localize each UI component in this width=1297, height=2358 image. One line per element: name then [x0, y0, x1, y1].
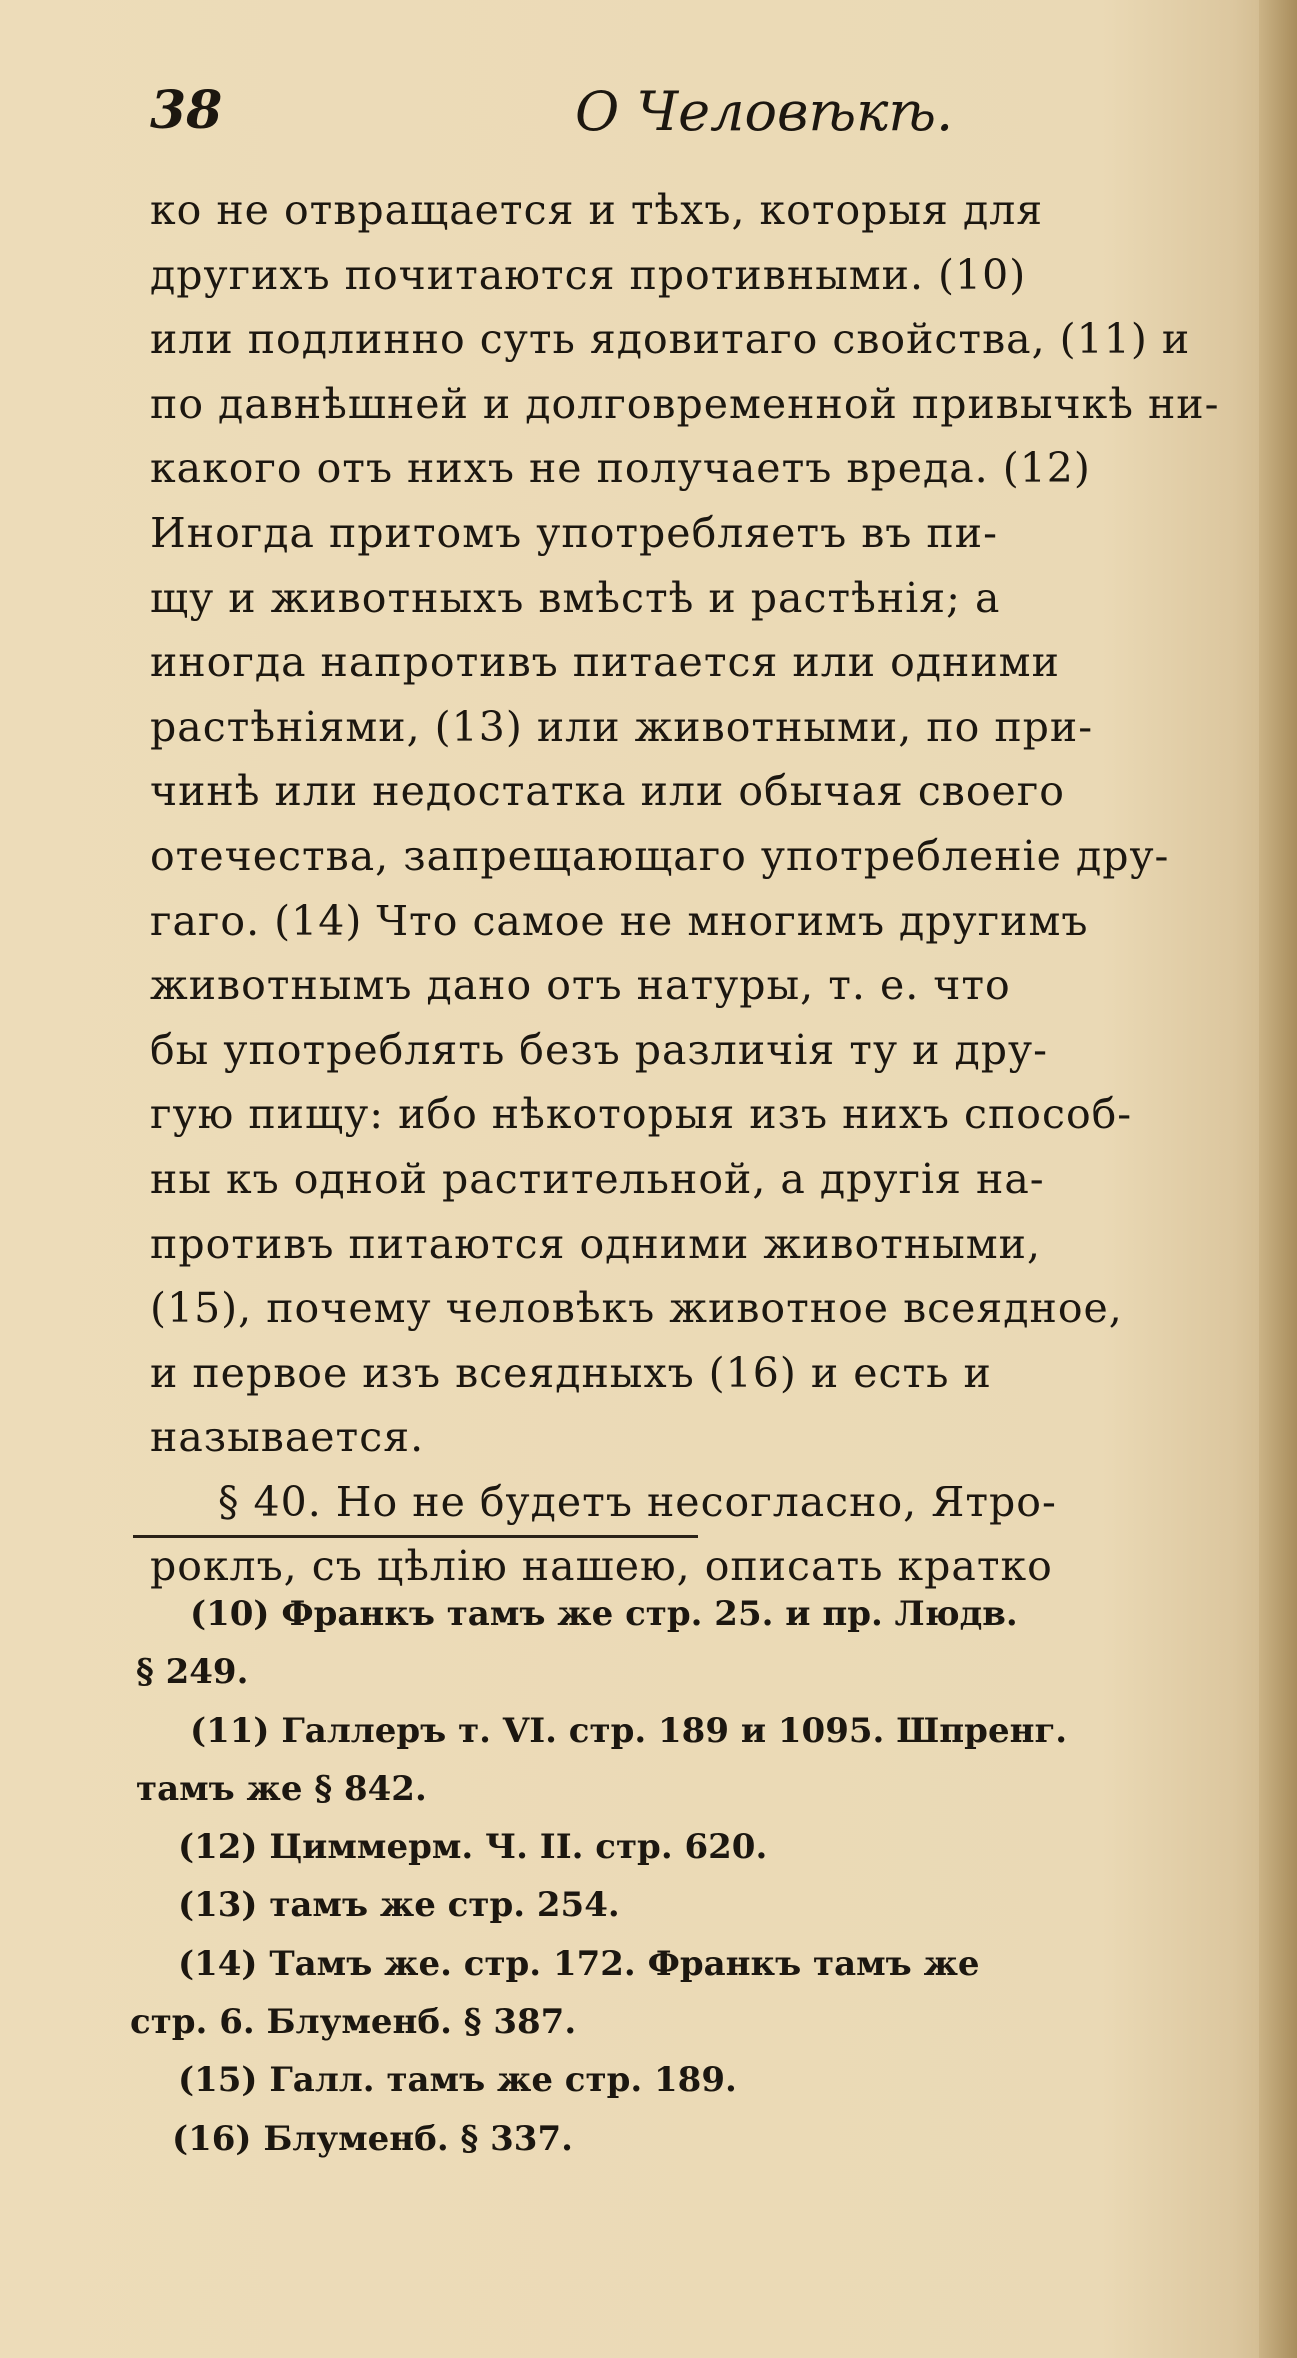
- body-line: (15), почему человѣкъ животное всеядное,: [150, 1284, 1123, 1333]
- body-line: и первое изъ всеядныхъ (16) и есть и: [150, 1348, 992, 1397]
- footnote-line: тамъ же § 842.: [136, 1768, 427, 1809]
- body-line: роклъ, съ цѣлію нашею, описать кратко: [150, 1542, 1053, 1591]
- body-text: [150, 178, 1230, 1599]
- body-line: гую пищу: ибо нѣкоторыя изъ нихъ способ-: [150, 1090, 1133, 1139]
- footnote-divider: [133, 1535, 698, 1538]
- footnotes: [130, 1585, 1240, 2168]
- footnote-line: (13) тамъ же стр. 254.: [178, 1885, 620, 1926]
- footnote-line: стр. 6. Блуменб. § 387.: [130, 2002, 577, 2043]
- body-line: ны къ одной растительной, а другія на-: [150, 1154, 1045, 1203]
- body-line: Иногда притомъ употребляетъ въ пи-: [150, 508, 998, 557]
- body-line: растѣніями, (13) или животными, по при-: [150, 702, 1094, 751]
- body-line: по давнѣшней и долговременной привычкѣ ни-: [150, 379, 1220, 428]
- body-line: отечества, запрещающаго употребленіе дру-: [150, 831, 1170, 880]
- footnote-line: (11) Галлеръ т. VI. стр. 189 и 1095. Шпренг.: [190, 1710, 1068, 1751]
- body-line: другихъ почитаются противными. (10): [150, 250, 1027, 299]
- body-line: гаго. (14) Что самое не многимъ другимъ: [150, 896, 1089, 945]
- body-line: или подлинно суть ядовитаго свойства, (11) и: [150, 315, 1191, 364]
- body-line: называется.: [150, 1413, 425, 1462]
- footnote-line: (14) Тамъ же. стр. 172. Франкъ тамъ же: [178, 1943, 980, 1984]
- body-line: противъ питаются одними животными,: [150, 1219, 1042, 1268]
- footnote-line: § 249.: [136, 1652, 249, 1693]
- page-header: [150, 80, 1150, 160]
- footnote-line: (16) Блуменб. § 337.: [172, 2118, 573, 2159]
- footnote-line: (15) Галл. тамъ же стр. 189.: [178, 2060, 737, 2101]
- body-line-section: § 40. Но не будетъ несогласно, Ятро-: [218, 1477, 1057, 1526]
- body-line: животнымъ дано отъ натуры, т. е. что: [150, 961, 1011, 1010]
- page-edge: [1259, 0, 1297, 2358]
- footnote-line: (10) Франкъ тамъ же стр. 25. и пр. Людв.: [190, 1594, 1018, 1634]
- footnote-line: (12) Циммерм. Ч. II. стр. 620.: [178, 1827, 768, 1868]
- body-line: чинѣ или недостатка или обычая своего: [150, 767, 1065, 816]
- body-line: иногда напротивъ питается или одними: [150, 638, 1060, 687]
- body-line: бы употреблять безъ различія ту и дру-: [150, 1025, 1048, 1074]
- running-title: О Человѣкѣ.: [575, 80, 954, 143]
- body-line: какого отъ нихъ не получаетъ вреда. (12): [150, 444, 1091, 493]
- body-line: ко не отвращается и тѣхъ, которыя для: [150, 186, 1044, 234]
- body-line: щу и животныхъ вмѣстѣ и растѣнія; а: [150, 573, 1001, 622]
- page-number: 38: [150, 80, 223, 141]
